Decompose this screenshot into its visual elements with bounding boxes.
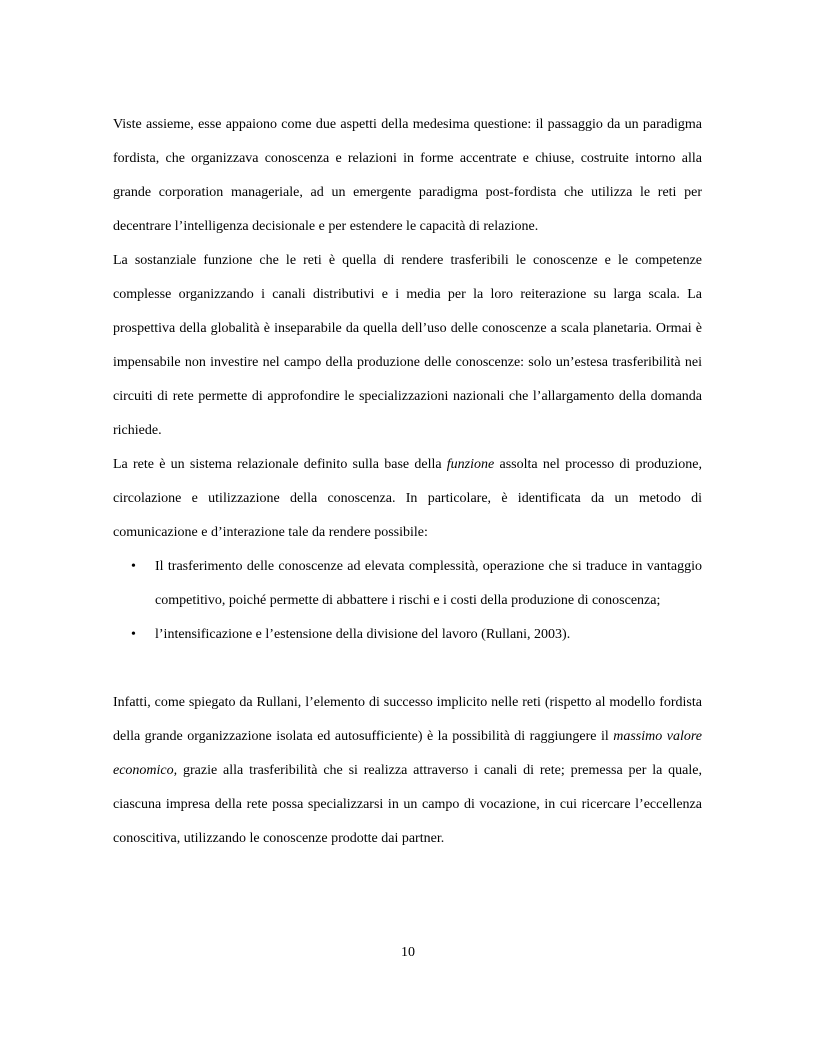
bullet-item-1-text: Il trasferimento delle conoscenze ad elevata complessità, operazione che si traduce in vantaggio competitivo, poiché permette di abbattere i rischi e i costi della produzione di conoscenza;: [155, 559, 702, 608]
paragraph-4-text-end: grazie alla trasferibilità che si realizza attraverso i canali di rete; premessa per la quale, ciascuna impresa della rete possa specializzarsi in un campo di vocazione, in cui ricercare l’eccellenza conoscitiva, utilizzando le conoscenze prodotte dai partner.: [113, 763, 702, 846]
paragraph-4-italic-term: massimo valore economico,: [113, 729, 702, 778]
bullet-list: [113, 550, 702, 652]
paragraph-3-italic-term: funzione: [446, 457, 495, 472]
paragraph-1: Viste assieme, esse appaiono come due aspetti della medesima questione: il passaggio da un paradigma fordista, che organizzava conoscenza e relazioni in forme accentrate e chiuse, costruite intorno alla grande corporation manageriale, ad un emergente paradigma post-fordista che utilizza le reti per decentrare l’intelligenza decisionale e per estendere le capacità di relazione.: [113, 117, 702, 234]
paragraph-4: [113, 686, 702, 856]
bullet-marker: •: [131, 627, 136, 642]
page-number: 10: [401, 945, 415, 960]
bullet-item-2: [113, 618, 702, 652]
paragraph-3: [113, 448, 702, 550]
page-body: [113, 108, 702, 856]
paragraph-4-text-start: Infatti, come spiegato da Rullani, l’elemento di successo implicito nelle reti (rispetto al modello fordista della grande organizzazione isolata ed autosufficiente) è la possibilità di raggiungere il: [113, 695, 702, 744]
bullet-item-1: [113, 550, 702, 618]
paragraph-spacer: [113, 652, 702, 686]
paragraph-3-text-start: La rete è un sistema relazionale definito sulla base della: [113, 457, 447, 472]
bullet-marker: •: [131, 559, 136, 574]
paragraph-3-text-end: assolta nel processo di produzione, circolazione e utilizzazione della conoscenza. In particolare, è identificata da un metodo di comunicazione e d’interazione tale da rendere possibile:: [113, 457, 703, 540]
paragraph-2: La sostanziale funzione che le reti è quella di rendere trasferibili le conoscenze e le competenze complesse organizzando i canali distributivi e i media per la loro reiterazione su larga scala. La prospettiva della globalità è inseparabile da quella dell’uso delle conoscenze a scala planetaria. Ormai è impensabile non investire nel campo della produzione delle conoscenze: solo un’estesa trasferibilità nei circuiti di rete permette di approfondire le specializzazioni nazionali che l’allargamento della domanda richiede.: [113, 253, 702, 438]
bullet-item-2-text: l’intensificazione e l’estensione della divisione del lavoro (Rullani, 2003).: [155, 627, 571, 642]
